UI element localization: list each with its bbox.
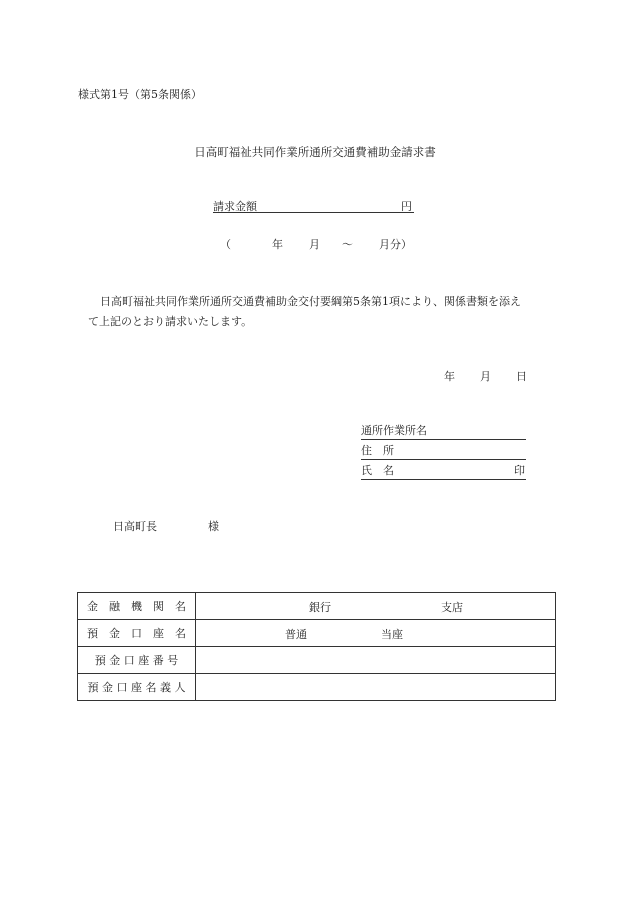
bank-suffix: 銀行 (309, 601, 331, 614)
bank-account-table (77, 592, 556, 701)
addressee-name: 日高町長 (113, 520, 157, 533)
period-year: 年 (272, 238, 283, 251)
addressee-honorific: 様 (208, 520, 219, 533)
date-day: 日 (516, 370, 527, 383)
account-type-label: 預 金 口 座 名 (78, 620, 196, 647)
account-type-current: 当座 (381, 628, 403, 641)
branch-suffix: 支店 (441, 601, 463, 614)
period-open-paren: （ (220, 238, 231, 251)
document-title: 日高町福祉共同作業所通所交通費補助金請求書 (194, 145, 436, 159)
period-month: 月 (309, 238, 320, 251)
table-row (78, 647, 556, 674)
address-field[interactable] (361, 442, 526, 460)
seal-mark: 印 (514, 464, 525, 477)
amount-field[interactable] (213, 212, 414, 213)
address-label: 住 所 (361, 444, 394, 457)
date-year: 年 (444, 370, 455, 383)
amount-unit: 円 (401, 200, 412, 213)
date-month: 月 (480, 370, 491, 383)
period-tilde: 〜 (342, 238, 353, 251)
name-label: 氏 名 (361, 464, 394, 477)
account-type-ordinary: 普通 (285, 628, 307, 641)
period-month-end: 月分） (379, 238, 412, 251)
table-row (78, 620, 556, 647)
account-type-field[interactable] (196, 620, 556, 647)
table-row (78, 593, 556, 620)
account-holder-label: 預 金 口 座 名 義 人 (78, 674, 196, 701)
body-text-line-2: て上記のとおり請求いたします。 (88, 315, 253, 328)
form-number: 様式第1号（第5条関係） (78, 88, 202, 101)
body-text-line-1: 日高町福祉共同作業所通所交通費補助金交付要綱第5条第1項により、関係書類を添え (100, 295, 521, 308)
account-holder-field[interactable] (196, 674, 556, 701)
table-row (78, 674, 556, 701)
name-field[interactable] (361, 462, 526, 480)
facility-name-field[interactable] (361, 422, 526, 440)
account-number-label: 預 金 口 座 番 号 (78, 647, 196, 674)
bank-name-label: 金 融 機 関 名 (78, 593, 196, 620)
amount-label: 請求金額 (213, 200, 257, 213)
bank-name-field[interactable] (196, 593, 556, 620)
account-number-field[interactable] (196, 647, 556, 674)
facility-name-label: 通所作業所名 (361, 424, 427, 437)
